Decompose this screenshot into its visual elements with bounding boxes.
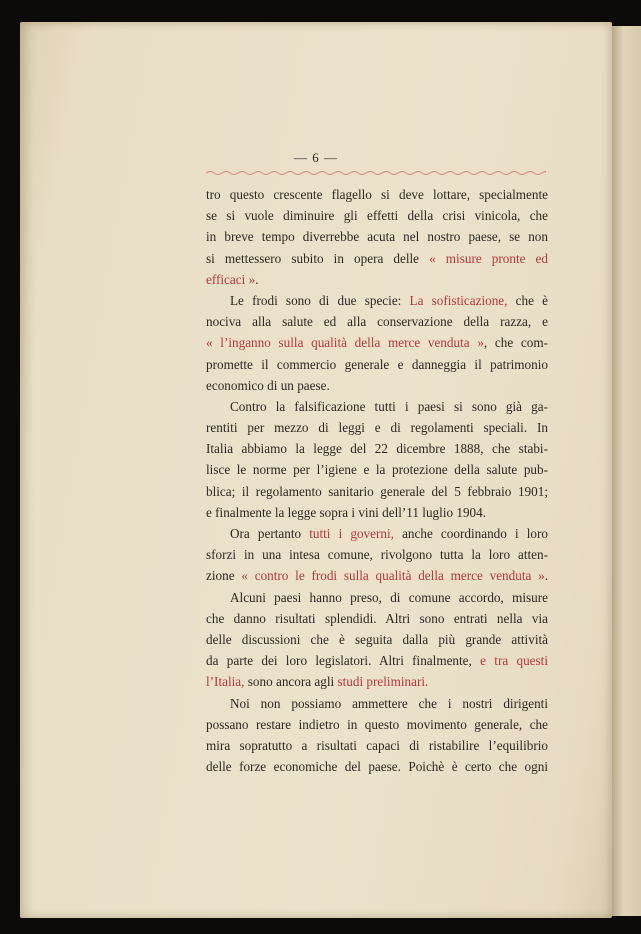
text-segment: Ora pertanto <box>230 526 310 541</box>
text-line <box>206 375 548 396</box>
text-line <box>206 523 548 544</box>
text-segment: . <box>255 271 259 287</box>
text-line <box>206 269 548 290</box>
text-line <box>206 502 548 523</box>
text-line <box>206 290 548 311</box>
text-line <box>206 332 548 353</box>
text-line <box>206 650 548 671</box>
text-line <box>206 396 548 417</box>
text-segment: rentiti per mezzo di leggi e di regolamenti speciali. In <box>206 420 548 436</box>
text-segment: Noi non possiamo ammettere che i nostri dirigenti <box>230 695 548 711</box>
text-line <box>206 205 548 226</box>
text-segment: delle forze economiche del paese. Poichè è certo che ogni <box>206 759 548 775</box>
text-segment: in breve tempo diverrebbe acuta nel nostro paese, se non <box>206 229 548 245</box>
text-segment: Contro la falsificazione tutti i paesi si sono già ga- <box>230 398 548 414</box>
highlighted-text: efficaci » <box>206 271 256 287</box>
text-segment: che è <box>507 292 548 308</box>
text-line <box>206 587 548 608</box>
text-segment: , che com- <box>483 335 548 351</box>
text-line <box>206 544 548 565</box>
highlighted-text: tutti i governi, <box>309 526 394 541</box>
text-segment: possano restare indietro in questo movimento generale, che <box>206 716 548 732</box>
highlighted-text: studi preliminari. <box>337 674 429 690</box>
text-line <box>206 184 548 205</box>
text-line <box>206 459 548 480</box>
text-line <box>206 248 548 269</box>
page-number: — 6 — <box>294 150 338 165</box>
text-segment: lisce le norme per l’igiene e la protezione della salute pub- <box>206 462 548 478</box>
text-segment: Italia abbiamo la legge del 22 dicembre 1888, che stabi- <box>206 441 548 457</box>
text-line <box>206 756 548 777</box>
text-line <box>206 481 548 502</box>
text-line <box>206 226 548 247</box>
text-line <box>206 354 548 375</box>
text-segment: da parte dei loro legislatori. Altri finalmente, <box>206 653 481 669</box>
book-page <box>20 22 612 918</box>
text-line <box>206 608 548 629</box>
text-segment: se si vuole diminuire gli effetti della crisi vinicola, che <box>206 208 548 224</box>
text-line <box>206 311 548 332</box>
text-segment: nociva alla salute ed alla conservazione della razza, e <box>206 314 548 330</box>
body-text <box>206 184 548 777</box>
text-segment: delle discussioni che è seguita dalla più grande attività <box>206 631 548 647</box>
text-line <box>206 629 548 650</box>
text-segment: sono ancora agli <box>244 674 338 690</box>
highlighted-text: l’Italia, <box>206 674 245 690</box>
highlighted-text: « contro le frodi sulla qualità della merce venduta » <box>241 568 545 584</box>
text-line <box>206 735 548 756</box>
text-segment: blica; il regolamento sanitario generale del 5 febbraio 1901; <box>206 483 548 499</box>
text-line <box>206 565 548 586</box>
next-page-edge <box>612 26 641 916</box>
wavy-rule <box>206 170 546 176</box>
text-segment: e finalmente la legge sopra i vini dell’11 luglio 1904. <box>206 504 487 520</box>
text-segment: anche coordinando i loro <box>393 526 548 541</box>
text-line <box>206 693 548 714</box>
highlighted-text: La sofisticazione, <box>409 292 508 308</box>
text-segment: . <box>544 568 549 584</box>
text-line <box>206 671 548 692</box>
highlighted-text: e tra questi <box>480 653 548 669</box>
text-segment: Le frodi sono di due specie: <box>230 292 410 308</box>
text-segment: sforzi in una intesa comune, rivolgono tutta la loro atten- <box>206 547 548 563</box>
text-segment: che danno risultati splendidi. Altri sono entrati nella via <box>206 610 548 626</box>
text-segment: promette il commercio generale e danneggia il patrimonio <box>206 356 548 372</box>
text-segment: mira sopratutto a risultati capaci di ristabilire l’equilibrio <box>206 737 548 753</box>
highlighted-text: « l’inganno sulla qualità della merce venduta » <box>206 335 484 351</box>
highlighted-text: « misure pronte ed <box>429 250 549 266</box>
text-segment: economico di un paese. <box>206 377 330 393</box>
text-line <box>206 714 548 735</box>
text-line <box>206 438 548 459</box>
text-segment: Alcuni paesi hanno preso, di comune accordo, misure <box>230 589 548 605</box>
text-segment: si mettessero subito in opera delle <box>206 250 430 266</box>
text-segment: tro questo crescente flagello si deve lottare, specialmente <box>206 187 548 202</box>
text-segment: zione <box>206 568 242 584</box>
text-line <box>206 417 548 438</box>
